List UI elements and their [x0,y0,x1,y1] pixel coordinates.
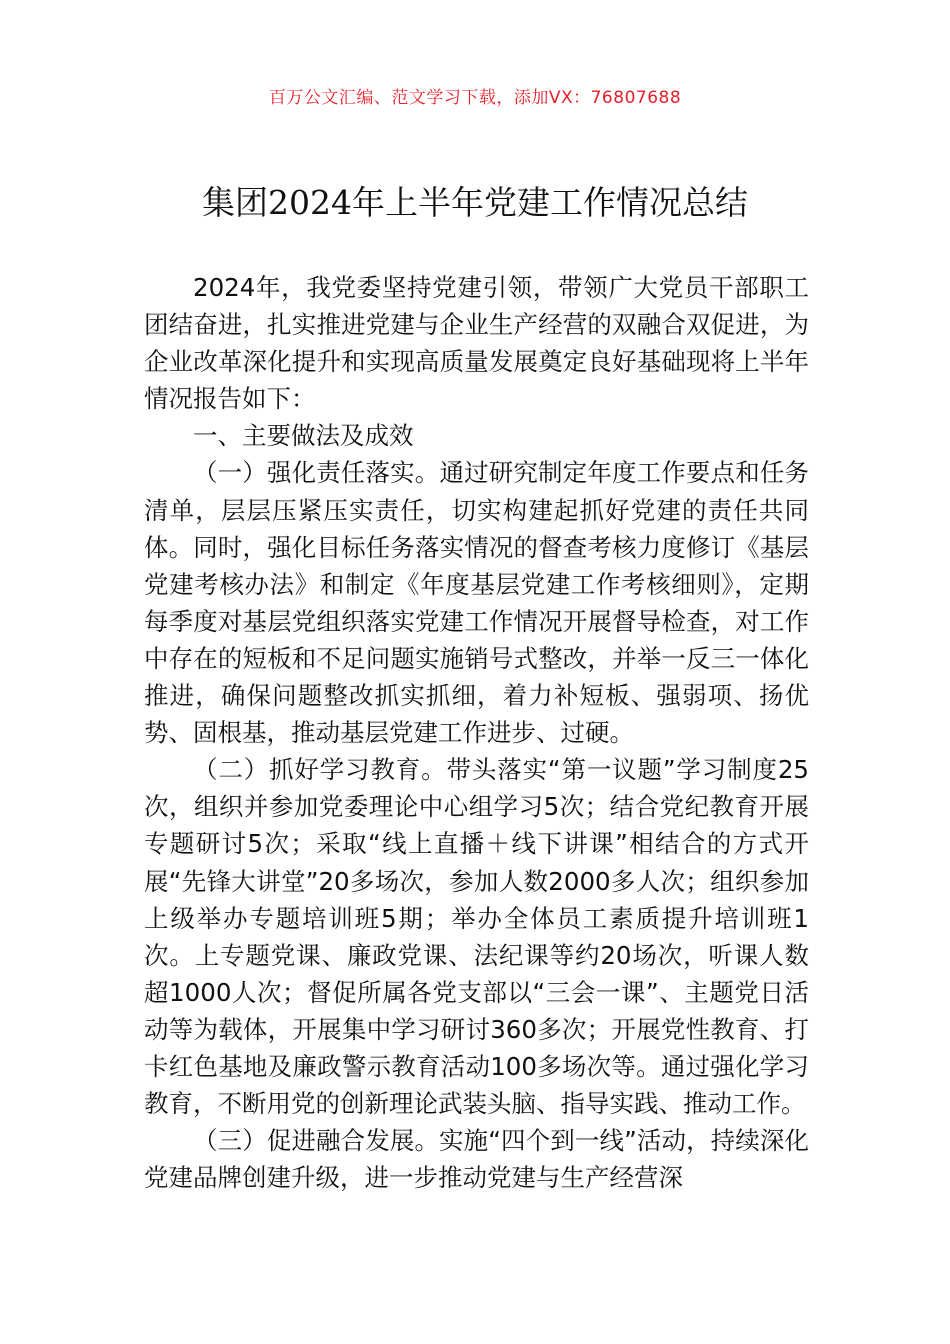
paragraph-responsibility: （一）强化责任落实。通过研究制定年度工作要点和任务清单，层层压紧压实责任，切实构建起抓好党建的责任共同体。同时，强化目标任务落实情况的督查考核力度修订《基层党建考核办法》和制定《年度基层党建工作考核细则》，定期每季度对基层党组织落实党建工作情况开展督导检查，对工作中存在的短板和不足问题实施销号式整改，并举一反三一体化推进，确保问题整改抓实抓细，着力补短板、强弱项、扬优势、固根基，推动基层党建工作进步、过硬。 [144,458,809,748]
section-heading: 一、主要做法及成效 [193,421,414,451]
document-title: 集团2024年上半年党建工作情况总结 [202,183,748,222]
promo-header-text: 百万公文汇编、范文学习下载，添加VX：76807688 [268,88,682,108]
paragraph-integration: （三）促进融合发展。实施“四个到一线”活动，持续深化党建品牌创建升级，进一步推动党建与生产经营深 [144,1126,809,1193]
intro-paragraph: 2024年，我党委坚持党建引领，带领广大党员干部职工团结奋进，扎实推进党建与企业生产经营的双融合双促进，为企业改革深化提升和实现高质量发展奠定良好基础现将上半年情况报告如下： [144,273,809,414]
document-body [144,269,809,1196]
paragraph-education: （二）抓好学习教育。带头落实“第一议题”学习制度25次，组织并参加党委理论中心组学习5次；结合党纪教育开展专题研讨5次；采取“线上直播＋线下讲课”相结合的方式开展“先锋大讲堂”20多场次，参加人数2000多人次；组织参加上级举办专题培训班5期；举办全体员工素质提升培训班1次。上专题党课、廉政党课、法纪课等约20场次，听课人数超1000人次；督促所属各党支部以“三会一课”、主题党日活动等为载体，开展集中学习研讨360多次；开展党性教育、打卡红色基地及廉政警示教育活动100多场次等。通过强化学习教育，不断用党的创新理论武装头脑、指导实践、推动工作。 [144,755,809,1119]
